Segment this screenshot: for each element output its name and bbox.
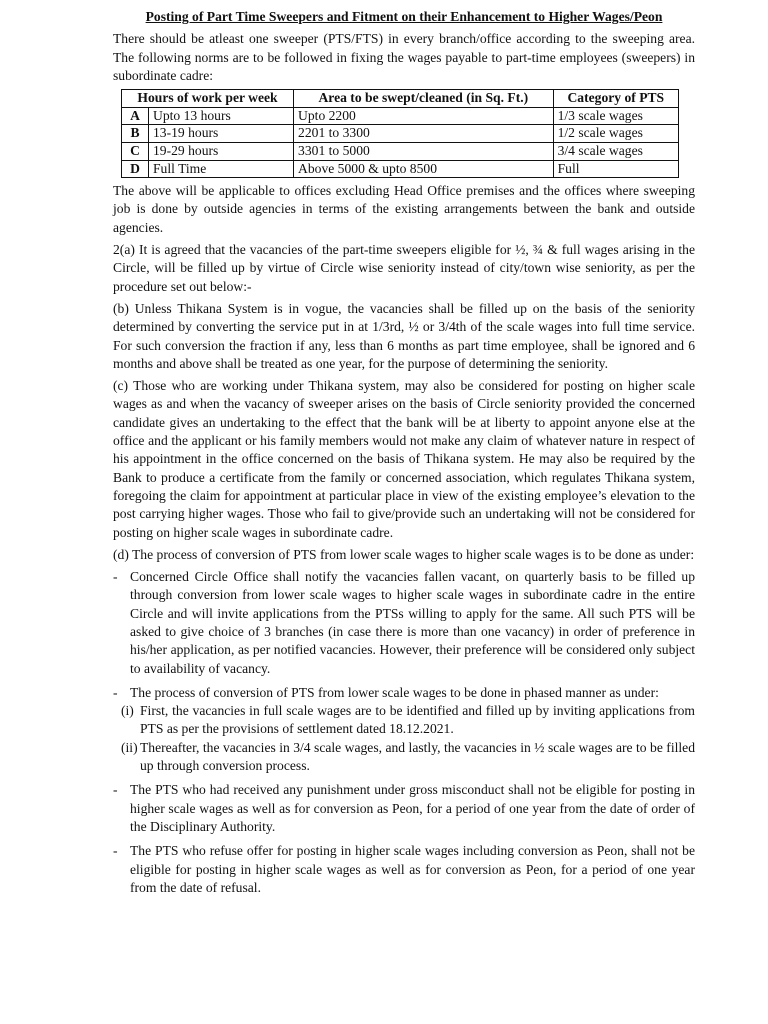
row-code: A — [122, 107, 149, 125]
table-row — [122, 107, 679, 125]
sub-list — [113, 702, 695, 775]
document-page — [113, 8, 695, 903]
table-row — [122, 160, 679, 178]
bullet-item — [113, 684, 695, 702]
sub-item-text: First, the vacancies in full scale wages are to be identified and filled up by inviting applications from PTS as per the provisions of settlement dated 18.12.2021. — [140, 703, 695, 737]
sub-item — [113, 739, 695, 776]
bullet-item — [113, 842, 695, 897]
sub-item — [113, 702, 695, 739]
table-row — [122, 125, 679, 143]
header-category: Category of PTS — [553, 90, 678, 108]
bullet-dash: - — [113, 569, 118, 585]
row-category: Full — [553, 160, 678, 178]
row-category: 1/3 scale wages — [553, 107, 678, 125]
header-hours: Hours of work per week — [122, 90, 294, 108]
pts-wages-table — [121, 89, 679, 178]
row-area: 2201 to 3300 — [294, 125, 554, 143]
row-code: B — [122, 125, 149, 143]
bullet-dash: - — [113, 843, 118, 859]
row-hours: Upto 13 hours — [149, 107, 294, 125]
row-area: Upto 2200 — [294, 107, 554, 125]
row-hours: Full Time — [149, 160, 294, 178]
clause-d-paragraph: (d) The process of conversion of PTS from lower scale wages to higher scale wages is to be done as under: — [113, 546, 695, 562]
clause-b-paragraph: (b) Unless Thikana System is in vogue, the vacancies shall be filled up on the basis of the seniority determined by converting the service put in at 1/3rd, ½ or 3/4th of the scale wages into full time service. For such conversion the fraction if any, less than 6 months as part time employee, shall be ignored and 6 months and above shall be treated as one year, for the purpose of determining the seniority. — [113, 300, 695, 371]
row-code: C — [122, 142, 149, 160]
bullet-dash: - — [113, 782, 118, 798]
bullet-text: Concerned Circle Office shall notify the vacancies fallen vacant, on quarterly basis to be filled up through conversion from lower scale wages to higher scale wages in subordinate cadre in the entire Circle and will invite applications from the PTSs willing to apply for the same. All such PTS will be asked to give choice of 3 branches (in case there is more than one vacancy) in order of preference in his/her application, as per notified vacancies. However, their preference will be considered only subject to availability of vacancy. — [130, 569, 695, 676]
intro-paragraph: There should be atleast one sweeper (PTS/FTS) in every branch/office according to the sweeping area. The following norms are to be followed in fixing the wages payable to part-time employees (sweepers) in subordinate cadre: — [113, 31, 695, 83]
row-area: 3301 to 5000 — [294, 142, 554, 160]
row-area: Above 5000 & upto 8500 — [294, 160, 554, 178]
bullet-text: The PTS who refuse offer for posting in higher scale wages including conversion as Peon, shall not be eligible for posting in higher scale wages as well as for conversion as Peon, for a period of one year from the date of refusal. — [130, 843, 695, 895]
row-hours: 13-19 hours — [149, 125, 294, 143]
bullet-item — [113, 781, 695, 836]
table-row — [122, 142, 679, 160]
applicability-paragraph: The above will be applicable to offices excluding Head Office premises and the offices where sweeping job is done by outside agencies in terms of the existing arrangements between the bank and outside agencies. — [113, 183, 695, 235]
bullet-dash: - — [113, 684, 118, 700]
sub-item-number: (ii) — [121, 739, 138, 755]
document-title: Posting of Part Time Sweepers and Fitment on their Enhancement to Higher Wages/Peon — [145, 9, 663, 24]
row-code: D — [122, 160, 149, 178]
header-area: Area to be swept/cleaned (in Sq. Ft.) — [294, 90, 554, 108]
clause-c-paragraph: (c) Those who are working under Thikana system, may also be considered for posting on higher scale wages as and when the vacancy of sweeper arises on the basis of Circle seniority provided the concerned candidate gives an undertaking to the effect that the bank will be at liberty to appoint anyone else at the office and the applicant or his family members would not make any claim of whatever nature in respect of his appointment in the office concerned on the basis of Thikana system. He may also be required by the Bank to produce a certificate from the family or concerned association, which regulates Thikana system, foregoing the claim for appointment at particular place in view of the existing employee’s elevation to the post carrying higher wages. Those who fail to give/provide such an undertaking will not be considered for posting on higher scale wages in subordinate cadre. — [113, 378, 695, 540]
clause-2a-paragraph: 2(a) It is agreed that the vacancies of the part-time sweepers eligible for ½, ¾ & full wages arising in the Circle, will be filled up by virtue of Circle wise seniority instead of city/town wise seniority, as per the procedure set out below:- — [113, 242, 695, 294]
bullet-text: The PTS who had received any punishment under gross misconduct shall not be eligible for posting in higher scale wages as well as for conversion as Peon, for a period of one year from the date of order of the Disciplinary Authority. — [130, 782, 695, 834]
row-category: 3/4 scale wages — [553, 142, 678, 160]
bullet-item — [113, 568, 695, 678]
row-hours: 19-29 hours — [149, 142, 294, 160]
table-header-row — [122, 90, 679, 108]
sub-item-number: (i) — [121, 703, 134, 719]
row-category: 1/2 scale wages — [553, 125, 678, 143]
sub-item-text: Thereafter, the vacancies in 3/4 scale wages, and lastly, the vacancies in ½ scale wages are to be filled up through conversion process. — [140, 739, 695, 774]
bullet-text: The process of conversion of PTS from lower scale wages to be done in phased manner as under: — [130, 684, 659, 700]
